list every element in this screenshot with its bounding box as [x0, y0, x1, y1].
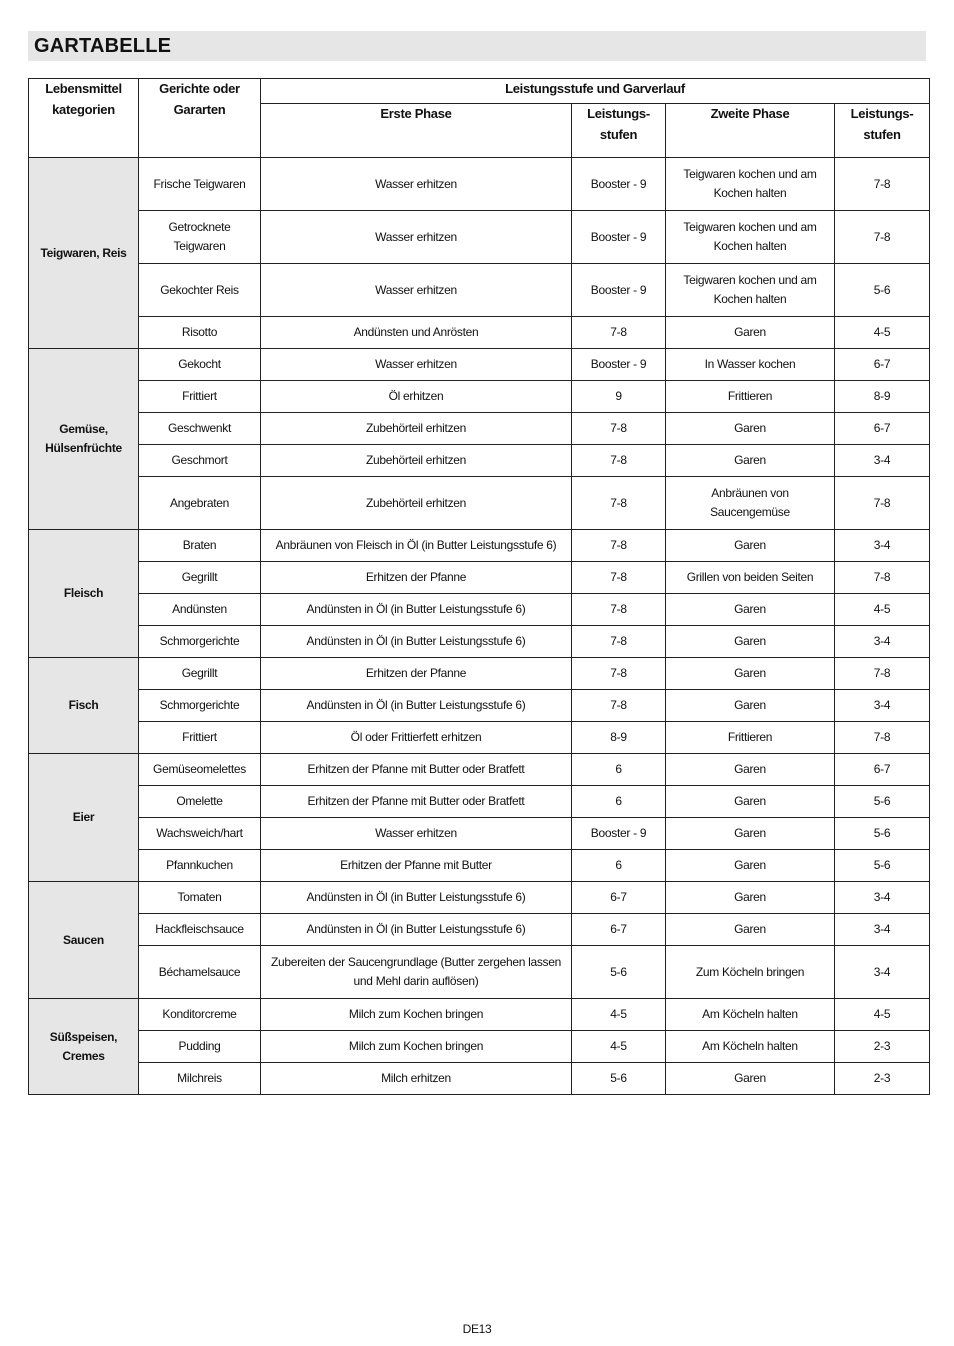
- level2-cell: 4-5: [835, 594, 930, 626]
- dish-cell: Gemüseomelettes: [139, 754, 261, 786]
- phase2-cell: Garen: [666, 626, 835, 658]
- phase1-cell: Andünsten in Öl (in Butter Leistungsstufe 6): [261, 594, 572, 626]
- dish-cell: Frittiert: [139, 381, 261, 413]
- level2-cell: 8-9: [835, 381, 930, 413]
- phase2-cell: Grillen von beiden Seiten: [666, 562, 835, 594]
- phase2-cell: Teigwaren kochen und am Kochen halten: [666, 211, 835, 264]
- table-row: [29, 1031, 930, 1063]
- dish-cell: Omelette: [139, 786, 261, 818]
- table-row: [29, 381, 930, 413]
- level1-cell: 7-8: [572, 562, 666, 594]
- phase2-cell: Zum Köcheln bringen: [666, 946, 835, 999]
- header-dish: Gerichte oder Gararten: [139, 79, 261, 158]
- table-row: [29, 413, 930, 445]
- dish-cell: Wachsweich/hart: [139, 818, 261, 850]
- phase2-cell: In Wasser kochen: [666, 349, 835, 381]
- header-category: Lebensmittel kategorien: [29, 79, 139, 158]
- phase1-cell: Erhitzen der Pfanne: [261, 658, 572, 690]
- phase2-cell: Garen: [666, 818, 835, 850]
- phase1-cell: Milch erhitzen: [261, 1063, 572, 1095]
- table-body: [29, 158, 930, 1095]
- dish-cell: Gekochter Reis: [139, 264, 261, 317]
- page-title: GARTABELLE: [34, 35, 172, 57]
- table-row: [29, 562, 930, 594]
- table-row: [29, 594, 930, 626]
- table-row: [29, 445, 930, 477]
- phase2-cell: Garen: [666, 786, 835, 818]
- category-cell: Saucen: [29, 882, 139, 999]
- dish-cell: Gegrillt: [139, 562, 261, 594]
- table-row: [29, 786, 930, 818]
- level2-cell: 3-4: [835, 946, 930, 999]
- level1-cell: 7-8: [572, 317, 666, 349]
- phase1-cell: Andünsten in Öl (in Butter Leistungsstufe 6): [261, 690, 572, 722]
- level2-cell: 7-8: [835, 211, 930, 264]
- level2-cell: 3-4: [835, 914, 930, 946]
- dish-cell: Konditorcreme: [139, 999, 261, 1031]
- level1-cell: Booster - 9: [572, 349, 666, 381]
- header-level1: Leistungs- stufen: [572, 104, 666, 158]
- level2-cell: 6-7: [835, 413, 930, 445]
- table-row: [29, 690, 930, 722]
- level1-cell: 7-8: [572, 658, 666, 690]
- phase1-cell: Erhitzen der Pfanne mit Butter oder Bratfett: [261, 754, 572, 786]
- level1-cell: 6-7: [572, 882, 666, 914]
- phase1-cell: Milch zum Kochen bringen: [261, 999, 572, 1031]
- table-row: [29, 1063, 930, 1095]
- phase2-cell: Am Köcheln halten: [666, 1031, 835, 1063]
- phase1-cell: Wasser erhitzen: [261, 349, 572, 381]
- level1-cell: 6: [572, 754, 666, 786]
- table-row: [29, 658, 930, 690]
- phase2-cell: Garen: [666, 914, 835, 946]
- level2-cell: 7-8: [835, 158, 930, 211]
- phase1-cell: Zubehörteil erhitzen: [261, 445, 572, 477]
- level2-cell: 6-7: [835, 349, 930, 381]
- dish-cell: Angebraten: [139, 477, 261, 530]
- table-row: [29, 530, 930, 562]
- phase2-cell: Anbräunen von Saucengemüse: [666, 477, 835, 530]
- header-phase2: Zweite Phase: [666, 104, 835, 158]
- phase1-cell: Milch zum Kochen bringen: [261, 1031, 572, 1063]
- level2-cell: 6-7: [835, 754, 930, 786]
- phase1-cell: Andünsten in Öl (in Butter Leistungsstufe 6): [261, 626, 572, 658]
- table-row: [29, 946, 930, 999]
- level2-cell: 3-4: [835, 626, 930, 658]
- dish-cell: Risotto: [139, 317, 261, 349]
- category-cell: Fleisch: [29, 530, 139, 658]
- level1-cell: Booster - 9: [572, 818, 666, 850]
- level2-cell: 7-8: [835, 562, 930, 594]
- level2-cell: 3-4: [835, 882, 930, 914]
- phase1-cell: Andünsten und Anrösten: [261, 317, 572, 349]
- dish-cell: Tomaten: [139, 882, 261, 914]
- level2-cell: 3-4: [835, 690, 930, 722]
- category-cell: Eier: [29, 754, 139, 882]
- dish-cell: Hackfleischsauce: [139, 914, 261, 946]
- dish-cell: Andünsten: [139, 594, 261, 626]
- level1-cell: 4-5: [572, 1031, 666, 1063]
- phase2-cell: Garen: [666, 754, 835, 786]
- dish-cell: Getrocknete Teigwaren: [139, 211, 261, 264]
- level1-cell: 6: [572, 850, 666, 882]
- category-cell: Gemüse, Hülsenfrüchte: [29, 349, 139, 530]
- level2-cell: 3-4: [835, 530, 930, 562]
- level1-cell: Booster - 9: [572, 158, 666, 211]
- level1-cell: 7-8: [572, 530, 666, 562]
- level2-cell: 4-5: [835, 999, 930, 1031]
- level2-cell: 5-6: [835, 786, 930, 818]
- level1-cell: 7-8: [572, 413, 666, 445]
- level1-cell: 7-8: [572, 477, 666, 530]
- page-number: DE13: [462, 1322, 492, 1336]
- phase1-cell: Zubehörteil erhitzen: [261, 477, 572, 530]
- level1-cell: 4-5: [572, 999, 666, 1031]
- phase2-cell: Teigwaren kochen und am Kochen halten: [666, 158, 835, 211]
- phase2-cell: Garen: [666, 445, 835, 477]
- table-row: [29, 850, 930, 882]
- title-bar: [28, 31, 926, 61]
- phase1-cell: Wasser erhitzen: [261, 158, 572, 211]
- level2-cell: 7-8: [835, 477, 930, 530]
- header-group: Leistungsstufe und Garverlauf: [261, 79, 930, 104]
- level2-cell: 4-5: [835, 317, 930, 349]
- dish-cell: Schmorgerichte: [139, 626, 261, 658]
- table-row: [29, 882, 930, 914]
- phase2-cell: Garen: [666, 317, 835, 349]
- dish-cell: Geschwenkt: [139, 413, 261, 445]
- category-cell: Teigwaren, Reis: [29, 158, 139, 349]
- phase2-cell: Frittieren: [666, 722, 835, 754]
- dish-cell: Frische Teigwaren: [139, 158, 261, 211]
- level1-cell: Booster - 9: [572, 211, 666, 264]
- phase1-cell: Öl erhitzen: [261, 381, 572, 413]
- level1-cell: 7-8: [572, 690, 666, 722]
- category-cell: Fisch: [29, 658, 139, 754]
- level2-cell: 2-3: [835, 1063, 930, 1095]
- phase2-cell: Garen: [666, 413, 835, 445]
- dish-cell: Geschmort: [139, 445, 261, 477]
- phase1-cell: Andünsten in Öl (in Butter Leistungsstufe 6): [261, 882, 572, 914]
- dish-cell: Pudding: [139, 1031, 261, 1063]
- level1-cell: 9: [572, 381, 666, 413]
- table-row: [29, 818, 930, 850]
- phase2-cell: Garen: [666, 1063, 835, 1095]
- level1-cell: 7-8: [572, 594, 666, 626]
- dish-cell: Pfannkuchen: [139, 850, 261, 882]
- phase1-cell: Andünsten in Öl (in Butter Leistungsstufe 6): [261, 914, 572, 946]
- level1-cell: 5-6: [572, 946, 666, 999]
- phase1-cell: Wasser erhitzen: [261, 818, 572, 850]
- phase2-cell: Garen: [666, 594, 835, 626]
- level1-cell: 7-8: [572, 626, 666, 658]
- table-row: [29, 914, 930, 946]
- level1-cell: 8-9: [572, 722, 666, 754]
- phase1-cell: Wasser erhitzen: [261, 264, 572, 317]
- phase1-cell: Erhitzen der Pfanne mit Butter: [261, 850, 572, 882]
- header-phase1: Erste Phase: [261, 104, 572, 158]
- phase2-cell: Teigwaren kochen und am Kochen halten: [666, 264, 835, 317]
- level1-cell: Booster - 9: [572, 264, 666, 317]
- table-row: [29, 158, 930, 211]
- phase2-cell: Frittieren: [666, 381, 835, 413]
- level2-cell: 2-3: [835, 1031, 930, 1063]
- table-row: [29, 349, 930, 381]
- table-row: [29, 626, 930, 658]
- level2-cell: 3-4: [835, 445, 930, 477]
- table-row: [29, 264, 930, 317]
- level1-cell: 6: [572, 786, 666, 818]
- phase2-cell: Garen: [666, 690, 835, 722]
- level2-cell: 5-6: [835, 850, 930, 882]
- phase1-cell: Erhitzen der Pfanne mit Butter oder Bratfett: [261, 786, 572, 818]
- dish-cell: Schmorgerichte: [139, 690, 261, 722]
- header-level2: Leistungs- stufen: [835, 104, 930, 158]
- level2-cell: 7-8: [835, 722, 930, 754]
- level1-cell: 6-7: [572, 914, 666, 946]
- phase2-cell: Garen: [666, 530, 835, 562]
- phase2-cell: Garen: [666, 658, 835, 690]
- phase1-cell: Zubehörteil erhitzen: [261, 413, 572, 445]
- phase2-cell: Am Köcheln halten: [666, 999, 835, 1031]
- table-row: [29, 317, 930, 349]
- phase2-cell: Garen: [666, 850, 835, 882]
- phase1-cell: Zubereiten der Saucengrundlage (Butter zergehen lassen und Mehl darin auflösen): [261, 946, 572, 999]
- dish-cell: Béchamelsauce: [139, 946, 261, 999]
- phase2-cell: Garen: [666, 882, 835, 914]
- phase1-cell: Wasser erhitzen: [261, 211, 572, 264]
- dish-cell: Gekocht: [139, 349, 261, 381]
- table-row: [29, 477, 930, 530]
- category-cell: Süßspeisen, Cremes: [29, 999, 139, 1095]
- level2-cell: 5-6: [835, 264, 930, 317]
- level1-cell: 5-6: [572, 1063, 666, 1095]
- level2-cell: 7-8: [835, 658, 930, 690]
- phase1-cell: Erhitzen der Pfanne: [261, 562, 572, 594]
- table-row: [29, 754, 930, 786]
- table-row: [29, 722, 930, 754]
- table-row: [29, 999, 930, 1031]
- dish-cell: Milchreis: [139, 1063, 261, 1095]
- dish-cell: Braten: [139, 530, 261, 562]
- cooking-table: [28, 78, 930, 1095]
- table-row: [29, 211, 930, 264]
- dish-cell: Gegrillt: [139, 658, 261, 690]
- level1-cell: 7-8: [572, 445, 666, 477]
- phase1-cell: Öl oder Frittierfett erhitzen: [261, 722, 572, 754]
- phase1-cell: Anbräunen von Fleisch in Öl (in Butter Leistungsstufe 6): [261, 530, 572, 562]
- level2-cell: 5-6: [835, 818, 930, 850]
- dish-cell: Frittiert: [139, 722, 261, 754]
